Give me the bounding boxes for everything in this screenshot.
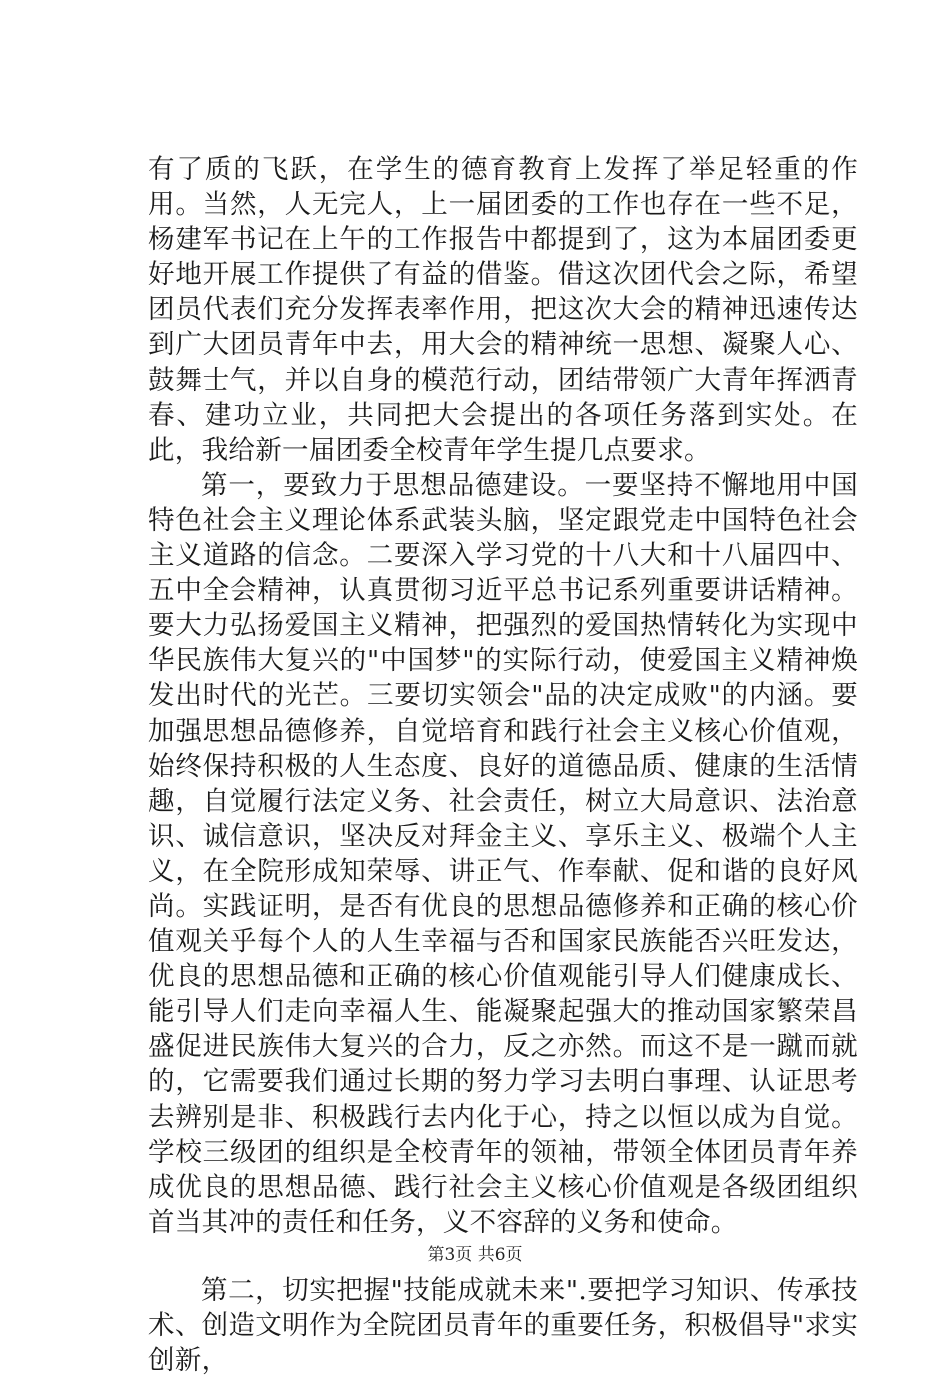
paragraph-continuation: 有了质的飞跃，在学生的德育教育上发挥了举足轻重的作用。当然，人无完人，上一届团委的工作也存在一些不足，杨建军书记在上午的工作报告中都提到了，这为本届团委更好地开展工作提供了有益的借鉴。借这次团代会之际，希望团员代表们充分发挥表率作用，把这次大会的精神迅速传达到广大团员青年中去，用大会的精神统一思想、凝聚人心、鼓舞士气，并以自身的模范行动，团结带领广大青年挥洒青春、建功立业，共同把大会提出的各项任务落到实处。在此，我给新一届团委全校青年学生提几点要求。 (148, 154, 858, 466)
document-body (148, 152, 858, 1378)
paragraph-point-one: 第一，要致力于思想品德建设。一要坚持不懈地用中国特色社会主义理论体系武装头脑，坚定跟党走中国特色社会主义道路的信念。二要深入学习党的十八大和十八届四中、五中全会精神，认真贯彻习近平总书记系列重要讲话精神。要大力弘扬爱国主义精神，把强烈的爱国热情转化为实现中华民族伟大复兴的"中国梦"的实际行动，使爱国主义精神焕发出时代的光芒。三要切实领会"品的决定成败"的内涵。要加强思想品德修养，自觉培育和践行社会主义核心价值观，始终保持积极的人生态度、良好的道德品质、健康的生活情趣，自觉履行法定义务、社会责任，树立大局意识、法治意识、诚信意识，坚决反对拜金主义、享乐主义、极端个人主义，在全院形成知荣辱、讲正气、作奉献、促和谐的良好风尚。实践证明，是否有优良的思想品德修养和正确的核心价值观关乎每个人的人生幸福与否和国家民族能否兴旺发达，优良的思想品德和正确的核心价值观能引导人们健康成长、能引导人们走向幸福人生、能凝聚起强大的推动国家繁荣昌盛促进民族伟大复兴的合力，反之亦然。而这不是一蹴而就的，它需要我们通过长期的努力学习去明白事理、认证思考去辨别是非、积极践行去内化于心，持之以恒以成为自觉。学校三级团的组织是全校青年的领袖，带领全体团员青年养成优良的思想品德、践行社会主义核心价值观是各级团组织首当其冲的责任和任务，义不容辞的义务和使命。 (148, 469, 858, 1238)
paragraph-point-two: 第二，切实把握"技能成就未来".要把学习知识、传承技术、创造文明作为全院团员青年的重要任务，积极倡导"求实创新， (148, 1274, 858, 1377)
page-number-footer: 第3页 共6页 (427, 1245, 523, 1265)
